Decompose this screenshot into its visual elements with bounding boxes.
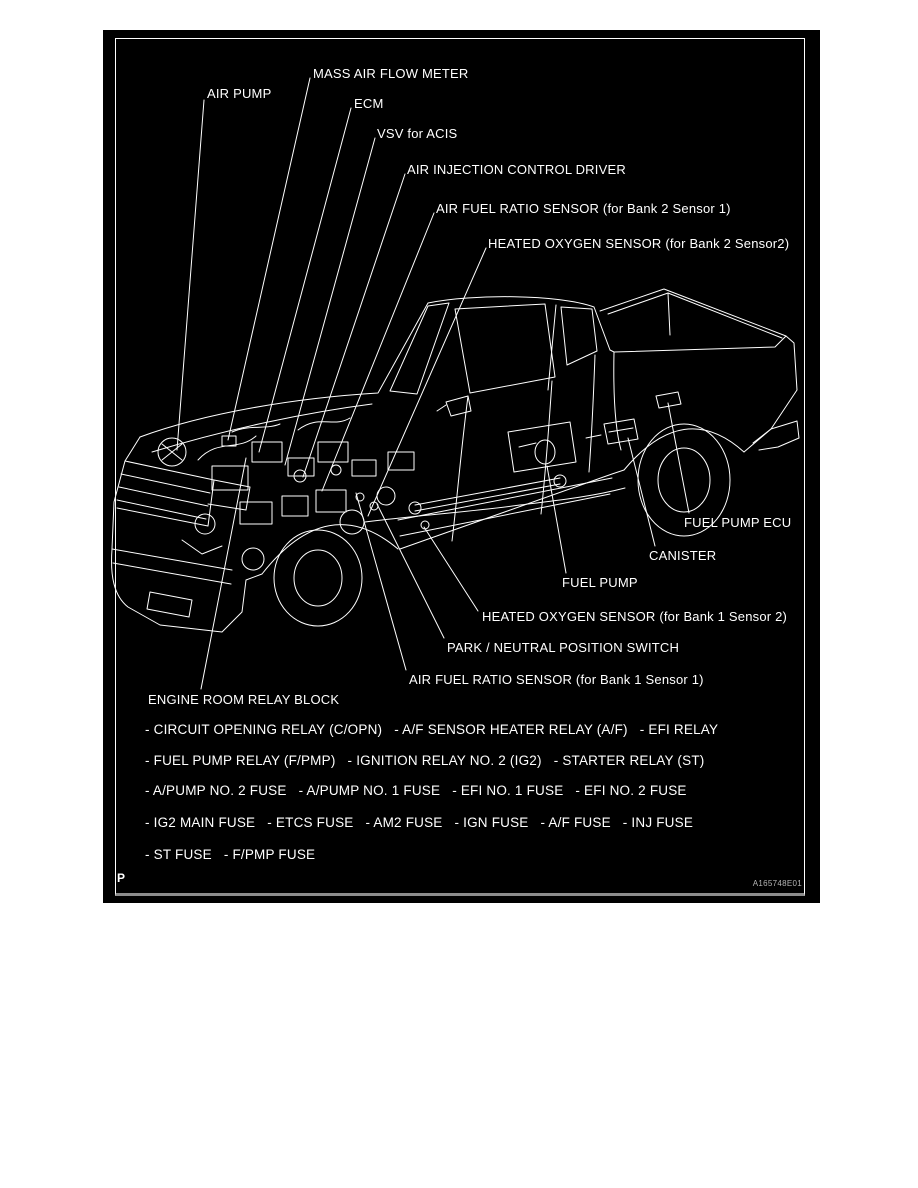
callout-park-neutral-switch: PARK / NEUTRAL POSITION SWITCH bbox=[447, 640, 680, 655]
fuse-item: - IG2 MAIN FUSE bbox=[145, 815, 256, 830]
fuse-list-row-2 bbox=[145, 815, 693, 831]
relay-item: - IGNITION RELAY NO. 2 (IG2) bbox=[347, 753, 542, 768]
callout-air-injection-control-driver: AIR INJECTION CONTROL DRIVER bbox=[407, 162, 626, 177]
fuse-list-row-1 bbox=[145, 783, 687, 799]
callout-engine-room-relay-block: ENGINE ROOM RELAY BLOCK bbox=[148, 692, 340, 707]
page-letter: P bbox=[117, 871, 126, 885]
relay-item: - EFI RELAY bbox=[639, 722, 719, 737]
fuse-item: - A/PUMP NO. 1 FUSE bbox=[298, 783, 441, 798]
fuse-item: - A/PUMP NO. 2 FUSE bbox=[145, 783, 287, 798]
fuse-item: - ST FUSE bbox=[145, 847, 212, 862]
fuse-item: - EFI NO. 1 FUSE bbox=[452, 783, 564, 798]
figure-code: A165748E01 bbox=[752, 879, 802, 888]
fuse-item: - AM2 FUSE bbox=[365, 815, 443, 830]
relay-list-row-2 bbox=[145, 753, 704, 769]
relay-list-row-1 bbox=[145, 722, 718, 738]
callout-fuel-pump: FUEL PUMP bbox=[562, 575, 638, 590]
relay-item: - A/F SENSOR HEATER RELAY (A/F) bbox=[394, 722, 628, 737]
callout-ho2-sensor-b1s2: HEATED OXYGEN SENSOR (for Bank 1 Sensor 2) bbox=[482, 609, 788, 624]
callout-vsv-for-acis: VSV for ACIS bbox=[377, 126, 458, 141]
callout-afr-sensor-b1s1: AIR FUEL RATIO SENSOR (for Bank 1 Sensor 1) bbox=[409, 672, 704, 687]
relay-item: - STARTER RELAY (ST) bbox=[553, 753, 705, 768]
callout-canister: CANISTER bbox=[649, 548, 717, 563]
fuse-item: - ETCS FUSE bbox=[267, 815, 354, 830]
relay-item: - FUEL PUMP RELAY (F/PMP) bbox=[145, 753, 336, 768]
callout-afr-sensor-b2s1: AIR FUEL RATIO SENSOR (for Bank 2 Sensor 1) bbox=[436, 201, 731, 216]
fuse-list-row-3 bbox=[145, 847, 315, 863]
fuse-item: - INJ FUSE bbox=[622, 815, 694, 830]
relay-item: - CIRCUIT OPENING RELAY (C/OPN) bbox=[145, 722, 383, 737]
callout-ecm: ECM bbox=[354, 96, 384, 111]
callout-ho2-sensor-b2s2: HEATED OXYGEN SENSOR (for Bank 2 Sensor2) bbox=[488, 236, 790, 251]
fuse-item: - F/PMP FUSE bbox=[223, 847, 316, 862]
fuse-item: - A/F FUSE bbox=[540, 815, 611, 830]
callout-air-pump: AIR PUMP bbox=[207, 86, 272, 101]
callout-fuel-pump-ecu: FUEL PUMP ECU bbox=[684, 515, 792, 530]
fuse-item: - IGN FUSE bbox=[454, 815, 529, 830]
fuse-item: - EFI NO. 2 FUSE bbox=[575, 783, 687, 798]
callout-mass-air-flow-meter: MASS AIR FLOW METER bbox=[313, 66, 469, 81]
